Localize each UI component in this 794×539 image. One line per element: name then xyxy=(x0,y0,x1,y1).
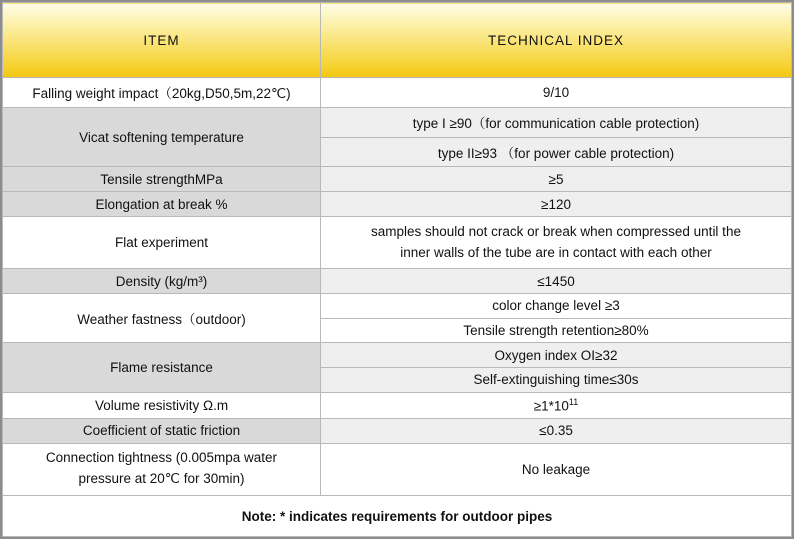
table-row xyxy=(3,443,792,495)
volume-resistivity-base: ≥1*10 xyxy=(533,398,569,414)
row-label-weather-fastness: Weather fastness（outdoor) xyxy=(3,293,321,342)
table-note-row xyxy=(3,496,792,537)
flat-experiment-line-1: samples should not crack or break when compressed until the xyxy=(371,223,741,239)
row-value-tensile-strength: ≥5 xyxy=(321,167,792,192)
row-value-flat-experiment xyxy=(321,216,792,268)
table-row xyxy=(3,392,792,418)
specification-table xyxy=(2,2,792,537)
row-label-flat-experiment: Flat experiment xyxy=(3,216,321,268)
row-label-volume-resistivity: Volume resistivity Ω.m xyxy=(3,392,321,418)
row-value-weather-tensile-retention: Tensile strength retention≥80% xyxy=(321,318,792,343)
table-row xyxy=(3,343,792,368)
row-value-weather-color-change: color change level ≥3 xyxy=(321,293,792,318)
row-value-density: ≤1450 xyxy=(321,269,792,294)
row-label-flame-resistance: Flame resistance xyxy=(3,343,321,392)
volume-resistivity-exponent: 11 xyxy=(568,396,579,407)
table-row xyxy=(3,107,792,137)
connection-tightness-line-2: pressure at 20℃ for 30min) xyxy=(78,471,245,487)
header-technical-index: TECHNICAL INDEX xyxy=(321,3,792,78)
table-row xyxy=(3,78,792,108)
row-value-connection-tightness: No leakage xyxy=(321,443,792,495)
table-note: Note: * indicates requirements for outdoor pipes xyxy=(3,496,792,537)
table-row xyxy=(3,269,792,294)
row-value-vicat-type-2: type II≥93 （for power cable protection) xyxy=(321,137,792,167)
row-value-volume-resistivity xyxy=(321,392,792,418)
row-value-vicat-type-1: type I ≥90（for communication cable protection) xyxy=(321,107,792,137)
row-value-flame-oxygen-index: Oxygen index OI≥32 xyxy=(321,343,792,368)
row-value-flame-self-extinguishing: Self-extinguishing time≤30s xyxy=(321,367,792,392)
table-row xyxy=(3,167,792,192)
connection-tightness-line-1: Connection tightness (0.005mpa water xyxy=(45,450,278,466)
header-item: ITEM xyxy=(3,3,321,78)
row-label-connection-tightness xyxy=(3,443,321,495)
table-header-row xyxy=(3,3,792,78)
row-label-static-friction: Coefficient of static friction xyxy=(3,418,321,443)
row-label-falling-weight-impact: Falling weight impact（20kg,D50,5m,22℃) xyxy=(3,78,321,108)
row-value-static-friction: ≤0.35 xyxy=(321,418,792,443)
row-value-elongation-at-break: ≥120 xyxy=(321,192,792,217)
table-row xyxy=(3,293,792,318)
table-row xyxy=(3,192,792,217)
table-row xyxy=(3,216,792,268)
flat-experiment-line-2: inner walls of the tube are in contact with each other xyxy=(400,244,712,260)
row-value-falling-weight-impact: 9/10 xyxy=(321,78,792,108)
row-label-tensile-strength: Tensile strengthMPa xyxy=(3,167,321,192)
row-label-vicat-softening-temperature: Vicat softening temperature xyxy=(3,107,321,167)
table-row xyxy=(3,418,792,443)
row-label-elongation-at-break: Elongation at break % xyxy=(3,192,321,217)
row-label-density: Density (kg/m³) xyxy=(3,269,321,294)
